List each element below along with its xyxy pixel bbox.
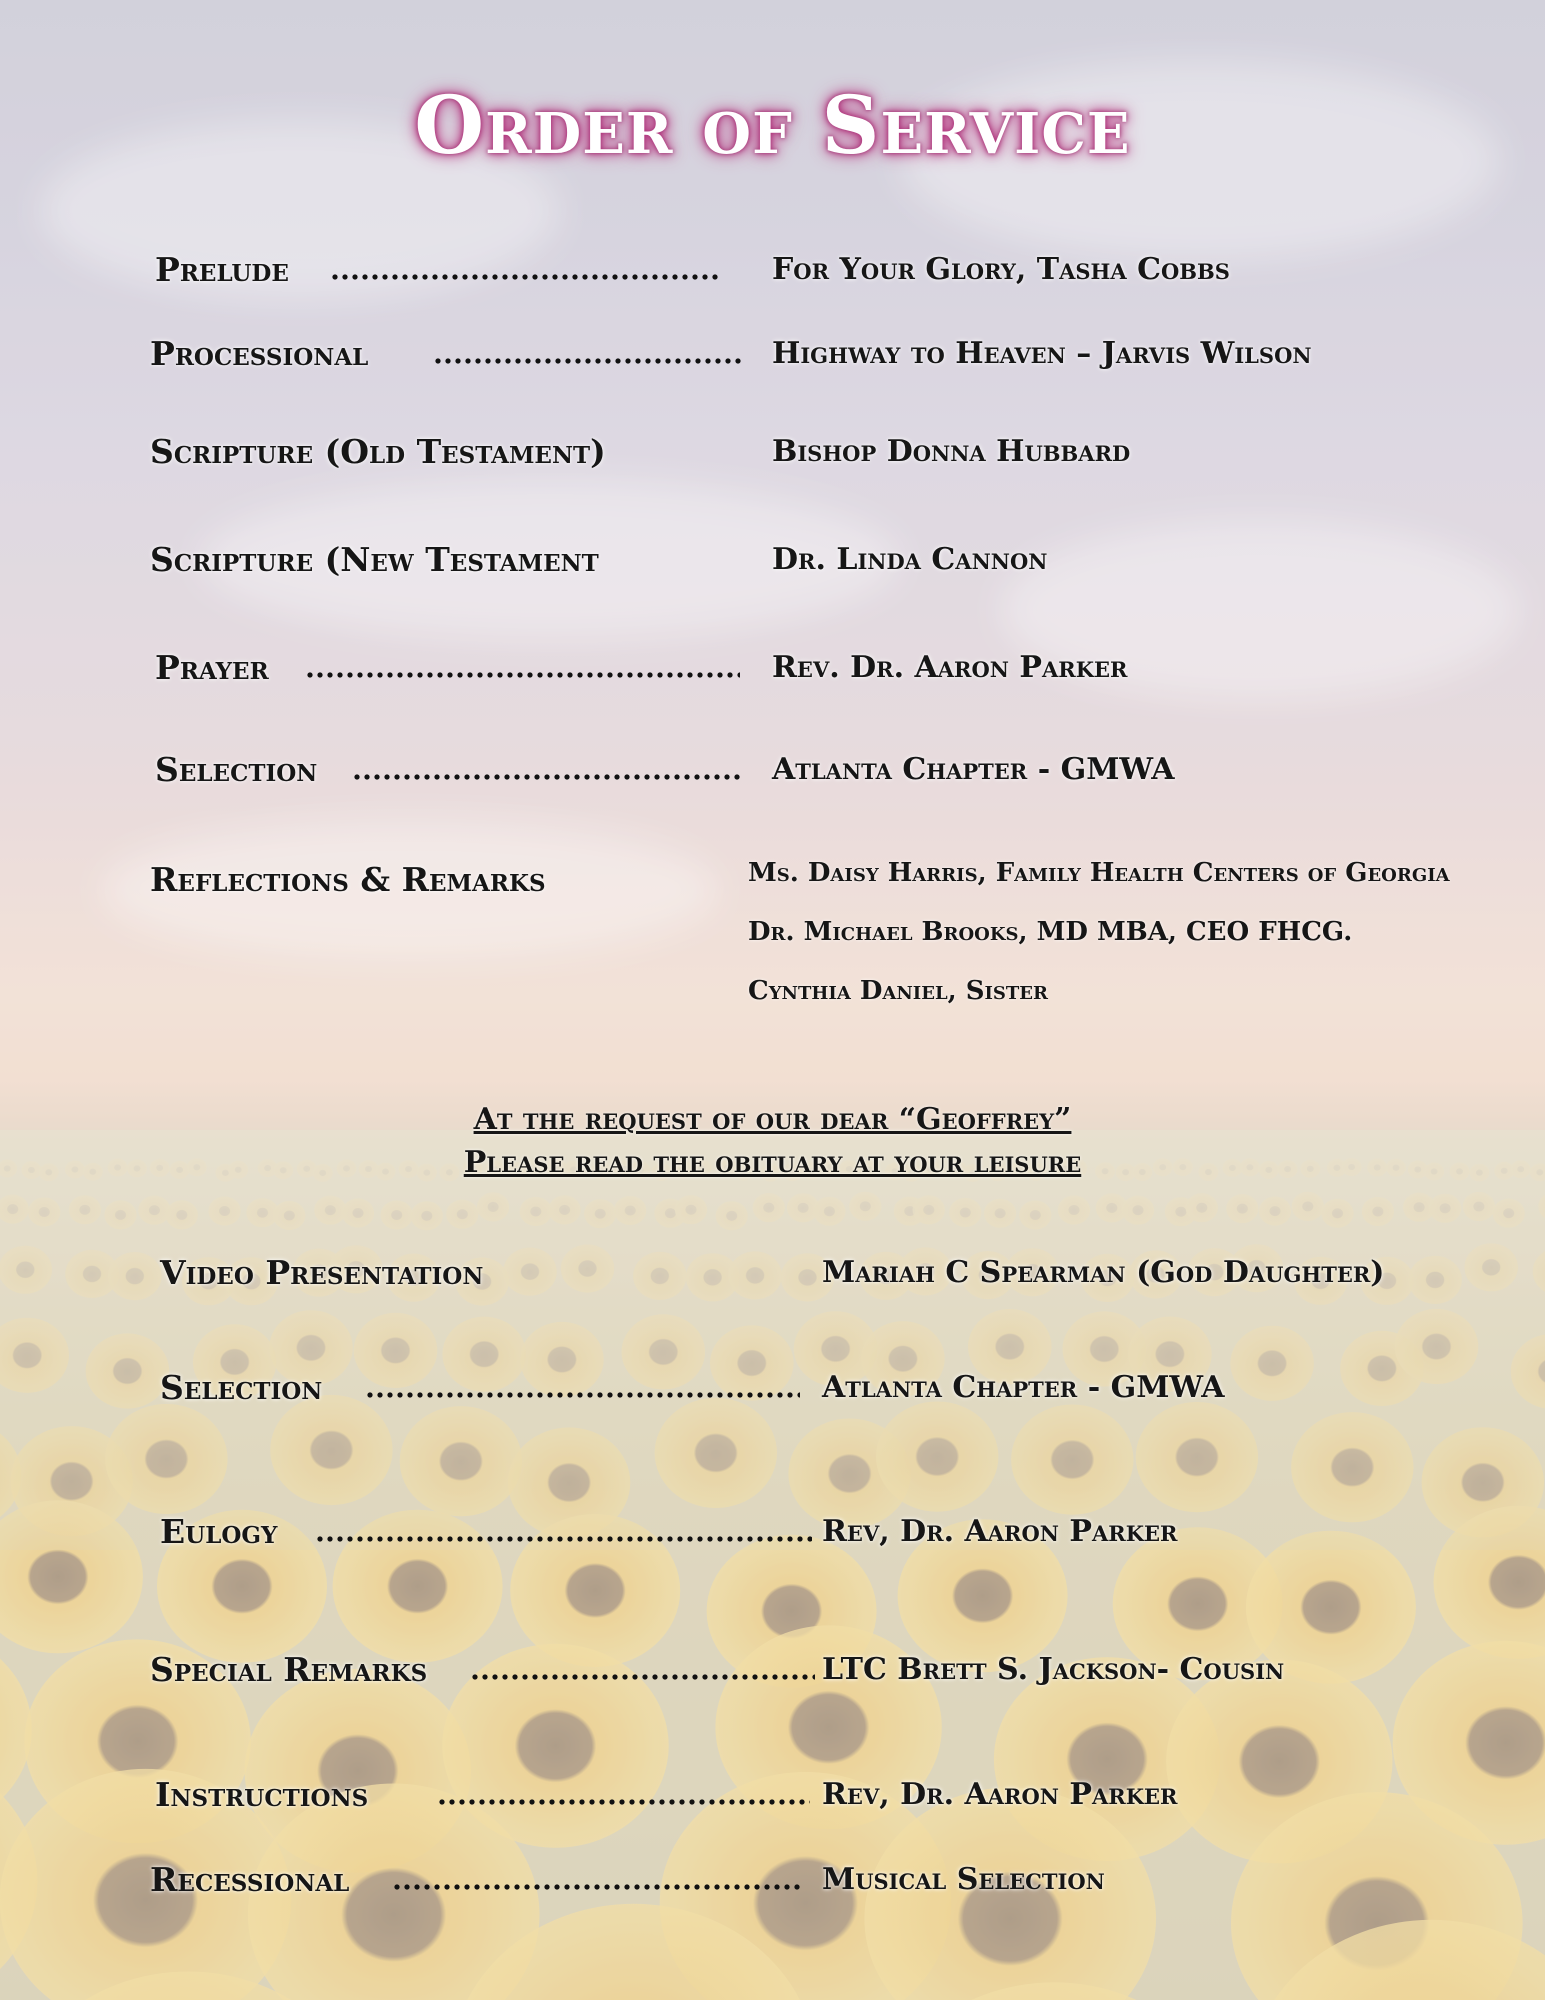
service-item-prelude bbox=[0, 250, 1545, 300]
service-item-eulogy bbox=[0, 1512, 1545, 1562]
item-value: Atlanta Chapter - GMWA bbox=[772, 752, 1175, 787]
service-item-selection bbox=[0, 750, 1545, 800]
item-label: Eulogy bbox=[160, 1512, 278, 1551]
dot-leader bbox=[315, 1536, 812, 1542]
dot-leader bbox=[392, 1884, 800, 1890]
item-label: Video Presentation bbox=[160, 1253, 484, 1292]
item-value: Musical Selection bbox=[822, 1862, 1105, 1897]
service-item-scripture-new-testament bbox=[0, 540, 1545, 590]
dot-leader bbox=[470, 1674, 815, 1680]
item-label: Prayer bbox=[155, 648, 269, 687]
dot-leader bbox=[433, 358, 745, 364]
dot-leader bbox=[330, 274, 720, 280]
item-label: Special Remarks bbox=[150, 1650, 428, 1689]
item-label: Scripture (New Testament bbox=[150, 540, 599, 579]
item-label: Prelude bbox=[155, 250, 289, 289]
item-value: Bishop Donna Hubbard bbox=[772, 434, 1131, 469]
service-item-special-remarks bbox=[0, 1650, 1545, 1700]
item-label: Instructions bbox=[155, 1775, 369, 1814]
dot-leader bbox=[305, 672, 740, 678]
item-value: Atlanta Chapter - GMWA bbox=[822, 1370, 1225, 1405]
service-item-prayer bbox=[0, 648, 1545, 698]
dot-leader bbox=[352, 774, 740, 780]
item-value: Mariah C Spearman (God Daughter) bbox=[822, 1255, 1385, 1290]
service-item-recessional bbox=[0, 1860, 1545, 1910]
item-label: Recessional bbox=[150, 1860, 350, 1899]
item-value: For Your Glory, Tasha Cobbs bbox=[772, 252, 1230, 287]
dot-leader bbox=[365, 1392, 800, 1398]
page-title: Order of Service bbox=[414, 78, 1131, 172]
service-item-instructions bbox=[0, 1775, 1545, 1825]
service-item-selection bbox=[0, 1368, 1545, 1418]
item-value: LTC Brett S. Jackson- Cousin bbox=[822, 1652, 1285, 1687]
service-item-scripture-old-testament bbox=[0, 432, 1545, 482]
notice-line-2: Please read the obituary at your leisure bbox=[463, 1145, 1082, 1180]
reflections-line-3: Cynthia Daniel, Sister bbox=[748, 976, 1048, 1006]
notice-line-1: At the request of our dear “Geoffrey” bbox=[473, 1102, 1072, 1137]
dot-leader bbox=[437, 1799, 810, 1805]
item-value: Rev, Dr. Aaron Parker bbox=[822, 1514, 1178, 1549]
item-label: Selection bbox=[160, 1368, 323, 1407]
service-item-video-presentation bbox=[0, 1253, 1545, 1303]
reflections-label: Reflections & Remarks bbox=[150, 860, 546, 899]
item-value: Dr. Linda Cannon bbox=[772, 542, 1048, 577]
item-label: Scripture (Old Testament) bbox=[150, 432, 606, 471]
service-item-processional bbox=[0, 334, 1545, 384]
item-value: Highway to Heaven – Jarvis Wilson bbox=[772, 336, 1312, 371]
item-value: Rev, Dr. Aaron Parker bbox=[822, 1777, 1178, 1812]
item-label: Processional bbox=[150, 334, 369, 373]
item-value: Rev. Dr. Aaron Parker bbox=[772, 650, 1128, 685]
reflections-line-1: Ms. Daisy Harris, Family Health Centers of Georgia bbox=[748, 858, 1450, 888]
item-label: Selection bbox=[155, 750, 318, 789]
reflections-line-2: Dr. Michael Brooks, MD MBA, CEO FHCG. bbox=[748, 917, 1353, 947]
